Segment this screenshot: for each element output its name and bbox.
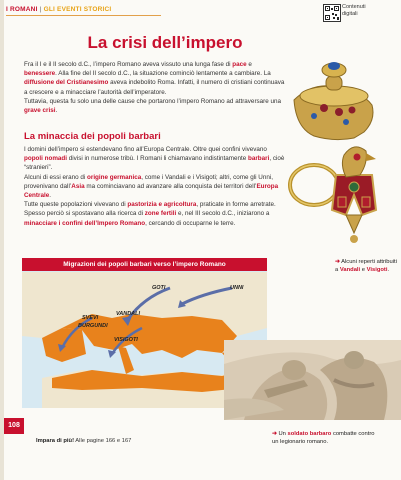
- caption-arrow-icon: ➜: [335, 259, 340, 265]
- map-label-burgundi: BURGUNDI: [78, 323, 108, 329]
- text-run: , cercando di occuparne le terre.: [145, 219, 236, 227]
- intro-paragraph-2: [24, 97, 286, 115]
- text-run: , come i Vandali e i Visigoti; altri, come gli Unni, provenivano dall’: [24, 173, 273, 190]
- page-title: La crisi dell’impero: [87, 33, 243, 52]
- text-run: Fra il I e il II secolo d.C., l’impero Romano aveva vissuto una lunga fase di: [24, 61, 233, 68]
- footer-bold-label: Impara di più!: [36, 438, 75, 444]
- keyword: Vandali: [339, 266, 361, 273]
- keyword: Visigoti: [366, 266, 388, 273]
- keyword: pastorizia e agricoltura: [127, 201, 197, 209]
- text-run: e: [360, 266, 367, 273]
- keyword: zone fertili: [144, 210, 177, 218]
- relief-caption: [272, 431, 382, 446]
- text-run: combatte contro un legionario romano.: [272, 431, 375, 445]
- footer-text: Alle pagine 166 e 167: [74, 438, 132, 444]
- text-run: e, nel III secolo d.C., iniziarono a: [176, 210, 270, 218]
- keyword: soldato barbaro: [287, 431, 332, 437]
- section-body: [24, 145, 286, 228]
- text-run: .: [49, 192, 51, 200]
- text-run: Tutte queste popolazioni vivevano di: [24, 201, 128, 209]
- caption-arrow-icon: ➜: [272, 431, 277, 437]
- artifacts-photo: [284, 60, 401, 260]
- body-paragraph: [24, 173, 286, 201]
- keyword: popoli nomadi: [24, 155, 68, 163]
- text-run: divisi in numerose tribù. I Romani li chiamavano indistintamente: [67, 155, 248, 163]
- qr-code-icon[interactable]: [323, 4, 341, 22]
- text-run: .: [387, 266, 390, 273]
- keyword: Europa Centrale: [24, 182, 279, 200]
- text-run: Un: [278, 431, 288, 437]
- keyword: origine germanica: [87, 173, 142, 181]
- page-number: 108: [4, 418, 24, 434]
- qr-label-line2: digitali: [342, 11, 358, 17]
- text-run: Alcuni di essi erano di: [24, 173, 88, 181]
- section-label: I ROMANI: [6, 6, 38, 13]
- keyword: minacciare i confini dell’Impero Romano: [24, 219, 146, 227]
- map-label-goti: GOTI: [152, 285, 166, 291]
- text-run: Tuttavia, questa fu solo una delle cause che portarono l’impero Romano ad attraversare una: [24, 97, 282, 105]
- keyword: pace: [232, 61, 247, 68]
- section-heading: La minaccia dei popoli barbari: [24, 131, 161, 142]
- keyword: benessere: [24, 70, 56, 78]
- keyword: diffusione del Cristianesimo: [24, 79, 109, 87]
- subsection-label: GLI EVENTI STORICI: [43, 6, 112, 13]
- map-label-svevi: SVEVI: [82, 315, 99, 321]
- text-run: I domini dell’impero si estendevano fino all’Europa Centrale. Oltre quei confini vivevano: [24, 146, 267, 153]
- body-paragraph: [24, 200, 286, 228]
- map-label-vandali: VANDALI: [116, 311, 141, 317]
- text-run: ma cominciavano ad avanzare alla conquista dei territori dell’: [84, 182, 257, 190]
- text-run: e: [246, 61, 252, 68]
- text-run: aveva indebolito Roma. Infatti, il numero di cristiani continuava a crescere e a minacciare l’autorità dell’imperatore.: [24, 79, 285, 96]
- kicker-rule: [6, 15, 161, 16]
- text-run: , cioè “stranieri”.: [24, 155, 285, 172]
- text-run: Alcuni reperti attribuiti a: [335, 259, 397, 273]
- intro-text: [24, 60, 286, 115]
- map-label-unni: UNNI: [230, 285, 244, 291]
- relief-photo: [224, 340, 401, 420]
- map-title: Migrazioni dei popoli barbari verso l’impero Romano: [22, 258, 267, 271]
- body-paragraph: [24, 145, 286, 173]
- footer-reference[interactable]: [36, 438, 131, 444]
- page-edge: [0, 0, 4, 480]
- section-kicker: I ROMANI | GLI EVENTI STORICI: [6, 6, 112, 13]
- artifacts-caption: [335, 259, 399, 274]
- text-run: .: [55, 107, 58, 115]
- text-run: . Alla fine del II secolo d.C., la situazione cominciò lentamente a cambiare. La: [55, 70, 271, 78]
- keyword: grave crisi: [24, 107, 56, 115]
- digital-content-label[interactable]: [342, 4, 397, 18]
- text-run: , praticate in forme arretrate. Spesso perciò si spostavano alla ricerca di: [24, 201, 276, 218]
- keyword: barbari: [247, 155, 270, 163]
- qr-label-line1: Contenuti: [342, 4, 366, 10]
- intro-paragraph-1: [24, 60, 286, 97]
- keyword: Asia: [71, 182, 85, 190]
- map-label-visigoti: VISIGOTI: [114, 337, 138, 343]
